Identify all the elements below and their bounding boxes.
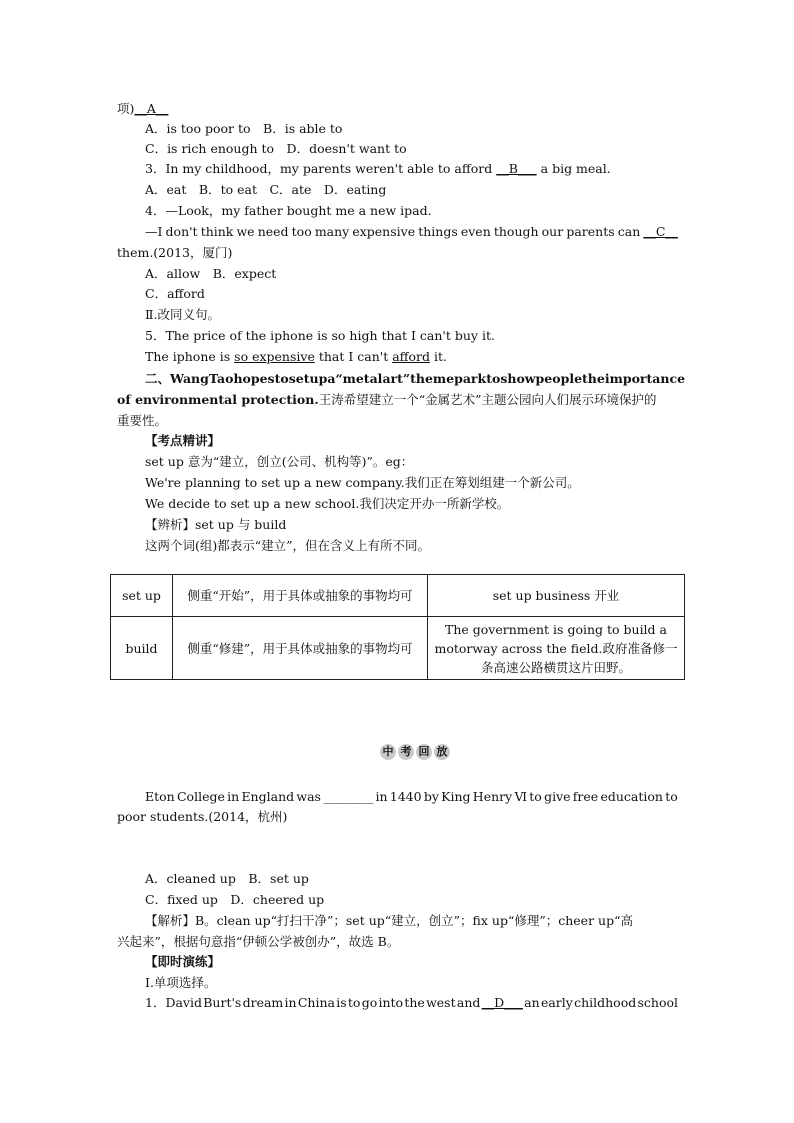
word: early (540, 995, 573, 1010)
section2-heading-line1 (145, 370, 686, 387)
focus-heading: 【考点精讲】 (145, 433, 221, 448)
word: “metal (335, 371, 383, 386)
word: 1．David (145, 995, 202, 1010)
word: ________ (323, 789, 374, 804)
word: Eton (145, 789, 175, 804)
rewrite-blank-2: afford (392, 349, 431, 364)
word: Tao (208, 371, 234, 386)
analysis-line1: 【解析】B。clean up“打扫干净”；set up“建立，创立”；fix up“修理”；cheer up“高 (145, 913, 633, 928)
word: childhood (574, 995, 637, 1010)
word: importance (604, 371, 686, 386)
q4-line1: 4．—Look，my father bought me a new ipad. (145, 203, 432, 218)
word: the (582, 371, 605, 386)
word: to (486, 371, 501, 386)
q2-options-ab: A．is too poor to B．is able to (145, 121, 343, 136)
word: an (524, 995, 540, 1010)
comparison-table (110, 574, 685, 680)
word: education (600, 789, 663, 804)
word: school (637, 995, 678, 1010)
rewrite-q5: 5．The price of the iphone is so high that I can't buy it. (145, 328, 495, 343)
review-options-cd: C．fixed up D．cheered up (145, 892, 325, 907)
review-question-line2: poor students.(2014，杭州) (117, 809, 288, 824)
table-row (111, 617, 685, 680)
word: think (200, 224, 234, 239)
word: to (274, 371, 289, 386)
word: even (460, 224, 491, 239)
table-cell-example: The government is going to build a motorway across the field.政府准备修一条高速公路横贯这片田野。 (428, 617, 685, 680)
word: expensive (352, 224, 416, 239)
setup-meaning: set up 意为“建立，创立(公司、机构等)”。eg： (145, 454, 414, 469)
word: show (500, 371, 536, 386)
banner-char: 放 (434, 744, 450, 760)
word: things (418, 224, 458, 239)
q4-option-c: C．afford (145, 286, 205, 301)
banner-char: 回 (416, 744, 432, 760)
section2-heading-line3: 重要性。 (117, 413, 168, 428)
table-row (111, 575, 685, 617)
word: park (454, 371, 487, 386)
word: Burt's (203, 995, 242, 1010)
word: Henry (472, 789, 513, 804)
word: go (361, 995, 378, 1010)
word: __C__ (643, 224, 678, 239)
q2-options-cd: C．is rich enough to D．doesn't want to (145, 141, 407, 156)
table-cell-term: set up (111, 575, 173, 617)
word: people (535, 371, 583, 386)
rewrite-blank-1: so expensive (234, 349, 315, 364)
word: in (227, 789, 240, 804)
word: hopes (233, 371, 275, 386)
diff-heading: 【辨析】set up 与 build (145, 517, 287, 532)
diff-text: 这两个词(组)都表示“建立”，但在含义上有所不同。 (145, 538, 431, 553)
table-cell-desc: 侧重“开始”，用于具体或抽象的事物均可 (173, 575, 428, 617)
word: __D___ (481, 995, 523, 1010)
word: set (288, 371, 310, 386)
word: 1440 (389, 789, 422, 804)
word: many (314, 224, 350, 239)
banner-char: 考 (398, 744, 414, 760)
word: theme (410, 371, 455, 386)
word: College (176, 789, 225, 804)
word: in (284, 995, 297, 1010)
banner-char: 中 (380, 744, 396, 760)
word: a (327, 371, 336, 386)
section2-heading-line2: of environmental protection.王涛希望建立一个“金属艺术”主题公园向人们展示环境保护的 (117, 392, 657, 407)
analysis-line2: 兴起来”，根据句意指“伊顿公学被创办”，故选 B。 (117, 934, 400, 949)
q3-answer: __B___ (496, 161, 537, 176)
q4-line3: them.(2013，厦门) (117, 245, 233, 260)
word: —I (145, 224, 163, 239)
word: though (493, 224, 539, 239)
word: to (529, 789, 542, 804)
word: to (665, 789, 678, 804)
word: Ⅵ (514, 789, 528, 804)
q3-options: A．eat B．to eat C．ate D．eating (145, 182, 387, 197)
word: we (236, 224, 255, 239)
word: parents (566, 224, 615, 239)
table-cell-example: set up business 开业 (428, 575, 685, 617)
rewrite-heading: Ⅱ.改同义句。 (145, 307, 220, 322)
word: King (441, 789, 471, 804)
review-banner (380, 744, 450, 760)
review-options-ab: A．cleaned up B．set up (145, 871, 309, 886)
word: free (572, 789, 599, 804)
word: to (347, 995, 361, 1010)
word: by (423, 789, 439, 804)
word: west (426, 995, 456, 1010)
word: don't (165, 224, 198, 239)
word: our (541, 224, 564, 239)
word: and (456, 995, 481, 1010)
q4-options-ab: A．allow B．expect (145, 266, 277, 281)
table-cell-term: build (111, 617, 173, 680)
practice-subheading: Ⅰ.单项选择。 (145, 975, 217, 990)
word: China (297, 995, 335, 1010)
practice-q1 (145, 994, 678, 1011)
word: is (336, 995, 347, 1010)
word: up (309, 371, 328, 386)
word: the (404, 995, 425, 1010)
rewrite-answer: The iphone is so expensive that I can't afford it. (145, 349, 447, 364)
word: art” (382, 371, 411, 386)
word: too (291, 224, 312, 239)
word: was (296, 789, 321, 804)
word: 二、Wang (145, 371, 209, 386)
word: England (241, 789, 295, 804)
review-question-line1 (145, 788, 678, 805)
word: in (375, 789, 388, 804)
example-2: We decide to set up a new school.我们决定开办一所新学校。 (145, 496, 510, 511)
word: dream (242, 995, 284, 1010)
practice-heading: 【即时演练】 (145, 954, 221, 969)
example-1: We're planning to set up a new company.我们正在筹划组建一个新公司。 (145, 475, 580, 490)
q3-stem: 3．In my childhood，my parents weren't able to afford __B___ a big meal. (145, 161, 611, 176)
word: need (257, 224, 289, 239)
word: give (544, 789, 571, 804)
table-cell-desc: 侧重“修建”，用于具体或抽象的事物均可 (173, 617, 428, 680)
word: can (617, 224, 641, 239)
q4-line2 (145, 223, 678, 240)
q2-lead: 项)__A__ (117, 101, 169, 116)
q2-answer: __A__ (134, 101, 169, 116)
word: into (378, 995, 404, 1010)
